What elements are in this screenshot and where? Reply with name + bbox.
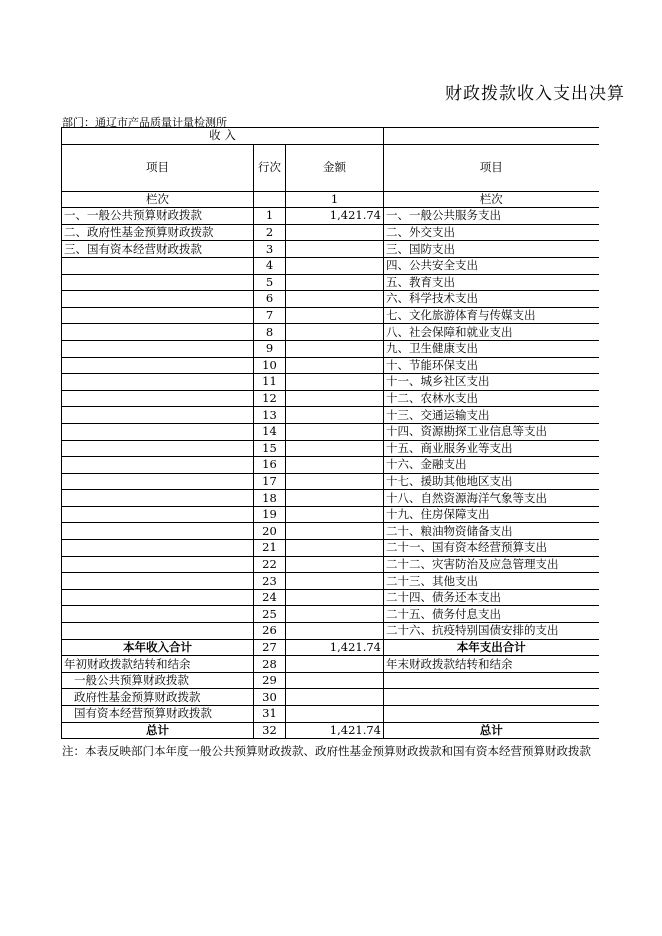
table-row	[62, 274, 599, 291]
table-row	[62, 340, 599, 357]
table-row	[62, 589, 599, 606]
expense-item-cell: 二十五、债务付息支出	[384, 606, 599, 623]
amount-cell	[286, 689, 384, 706]
income-item-cell: 二、政府性基金预算财政拨款	[62, 224, 254, 241]
income-item-cell	[62, 423, 254, 440]
table-row	[62, 257, 599, 274]
grand-total-income-label: 总计	[62, 722, 254, 739]
table-row	[62, 407, 599, 424]
amount-cell	[286, 573, 384, 590]
line-number-cell: 15	[254, 440, 286, 457]
table-row	[62, 606, 599, 623]
line-number-cell: 29	[254, 672, 286, 689]
income-item-cell	[62, 440, 254, 457]
line-number-cell: 18	[254, 490, 286, 507]
expense-item-cell: 二十二、灾害防治及应急管理支出	[384, 556, 599, 573]
amount-cell	[286, 357, 384, 374]
line-number-cell: 12	[254, 390, 286, 407]
line-number-cell: 11	[254, 374, 286, 391]
table-row	[62, 506, 599, 523]
amount-cell	[286, 672, 384, 689]
income-item-cell	[62, 340, 254, 357]
carry-expense-item-cell	[384, 689, 599, 706]
column-index-label: 栏次	[62, 191, 254, 208]
expense-item-cell: 九、卫生健康支出	[384, 340, 599, 357]
col-line-header: 行次	[254, 144, 286, 191]
column-index-row	[62, 191, 599, 208]
table-row	[62, 208, 599, 225]
line-number-cell: 21	[254, 540, 286, 557]
income-total-label: 本年收入合计	[62, 639, 254, 656]
expense-item-cell: 二十三、其他支出	[384, 573, 599, 590]
expense-item-cell: 六、科学技术支出	[384, 291, 599, 308]
amount-cell	[286, 540, 384, 557]
line-number-cell: 14	[254, 423, 286, 440]
amount-cell	[286, 390, 384, 407]
table-row	[62, 490, 599, 507]
amount-cell	[286, 440, 384, 457]
expense-item-cell: 十、节能环保支出	[384, 357, 599, 374]
income-item-cell	[62, 257, 254, 274]
report-title: 财政拨款收入支出决算	[445, 84, 625, 104]
income-item-cell: 三、国有资本经营财政拨款	[62, 241, 254, 258]
expense-item-cell: 八、社会保障和就业支出	[384, 324, 599, 341]
line-number-cell: 23	[254, 573, 286, 590]
table-row	[62, 307, 599, 324]
income-item-cell	[62, 374, 254, 391]
table-row	[62, 291, 599, 308]
income-item-cell	[62, 390, 254, 407]
income-item-cell	[62, 606, 254, 623]
expense-item-cell: 三、国防支出	[384, 241, 599, 258]
grand-total-amount: 1,421.74	[286, 722, 384, 739]
col-amount-header: 金额	[286, 144, 384, 191]
line-number-cell: 30	[254, 689, 286, 706]
line-number-cell: 4	[254, 257, 286, 274]
expense-item-cell: 十七、援助其他地区支出	[384, 473, 599, 490]
income-item-cell	[62, 407, 254, 424]
amount-cell	[286, 706, 384, 723]
expense-group-header	[384, 128, 599, 145]
table-row	[62, 324, 599, 341]
col-item-header: 项目	[62, 144, 254, 191]
line-number-cell: 20	[254, 523, 286, 540]
income-item-cell	[62, 357, 254, 374]
line-number-cell: 31	[254, 706, 286, 723]
expense-total-label: 本年支出合计	[384, 639, 599, 656]
income-item-cell	[62, 473, 254, 490]
col-item-right-header: 项目	[384, 144, 599, 191]
income-item-cell	[62, 506, 254, 523]
amount-cell	[286, 457, 384, 474]
income-item-cell	[62, 324, 254, 341]
amount-cell	[286, 523, 384, 540]
income-item-cell	[62, 540, 254, 557]
income-item-cell	[62, 556, 254, 573]
carry-over-row	[62, 672, 599, 689]
line-number-cell: 17	[254, 473, 286, 490]
line-number-cell: 28	[254, 656, 286, 673]
amount-cell	[286, 340, 384, 357]
amount-cell	[286, 224, 384, 241]
amount-cell	[286, 623, 384, 640]
income-item-cell	[62, 307, 254, 324]
carry-over-row	[62, 656, 599, 673]
line-number-cell: 25	[254, 606, 286, 623]
line-number-cell: 3	[254, 241, 286, 258]
column-index-label-right: 栏次	[384, 191, 599, 208]
line-number-cell: 32	[254, 722, 286, 739]
amount-cell	[286, 606, 384, 623]
income-item-cell	[62, 274, 254, 291]
expense-item-cell: 二十六、抗疫特别国债安排的支出	[384, 623, 599, 640]
amount-cell	[286, 291, 384, 308]
table-row	[62, 241, 599, 258]
column-index-line	[254, 191, 286, 208]
income-group-header: 收 入	[62, 128, 384, 145]
amount-cell	[286, 423, 384, 440]
table-row	[62, 390, 599, 407]
line-number-cell: 26	[254, 623, 286, 640]
total-row	[62, 639, 599, 656]
table-row	[62, 556, 599, 573]
expense-item-cell: 十四、资源勘探工业信息等支出	[384, 423, 599, 440]
carry-expense-item-cell	[384, 672, 599, 689]
expense-item-cell: 四、公共安全支出	[384, 257, 599, 274]
table-row	[62, 473, 599, 490]
table-row	[62, 423, 599, 440]
expense-item-cell: 五、教育支出	[384, 274, 599, 291]
line-number-cell: 27	[254, 639, 286, 656]
column-index-amount: 1	[286, 191, 384, 208]
line-number-cell: 9	[254, 340, 286, 357]
amount-cell	[286, 374, 384, 391]
group-header-row	[62, 128, 599, 145]
amount-cell	[286, 274, 384, 291]
income-item-cell	[62, 623, 254, 640]
expense-item-cell: 二十四、债务还本支出	[384, 589, 599, 606]
carry-expense-item-cell	[384, 706, 599, 723]
amount-cell: 1,421.74	[286, 208, 384, 225]
carry-over-row	[62, 706, 599, 723]
amount-cell	[286, 407, 384, 424]
carry-income-item-cell: 一般公共预算财政拨款	[62, 672, 254, 689]
amount-cell	[286, 556, 384, 573]
carry-over-row	[62, 689, 599, 706]
line-number-cell: 16	[254, 457, 286, 474]
expense-item-cell: 二十、粮油物资储备支出	[384, 523, 599, 540]
line-number-cell: 1	[254, 208, 286, 225]
carry-income-item-cell: 政府性基金预算财政拨款	[62, 689, 254, 706]
income-item-cell: 一、一般公共预算财政拨款	[62, 208, 254, 225]
expense-item-cell: 二十一、国有资本经营预算支出	[384, 540, 599, 557]
line-number-cell: 22	[254, 556, 286, 573]
finance-table	[61, 127, 599, 739]
carry-income-item-cell: 年初财政拨款结转和结余	[62, 656, 254, 673]
amount-cell	[286, 656, 384, 673]
line-number-cell: 6	[254, 291, 286, 308]
expense-item-cell: 十三、交通运输支出	[384, 407, 599, 424]
line-number-cell: 10	[254, 357, 286, 374]
expense-item-cell: 十五、商业服务业等支出	[384, 440, 599, 457]
amount-cell	[286, 506, 384, 523]
table-row	[62, 573, 599, 590]
amount-cell	[286, 257, 384, 274]
expense-item-cell: 十九、住房保障支出	[384, 506, 599, 523]
table-row	[62, 440, 599, 457]
line-number-cell: 24	[254, 589, 286, 606]
expense-item-cell: 七、文化旅游体育与传媒支出	[384, 307, 599, 324]
expense-item-cell: 十八、自然资源海洋气象等支出	[384, 490, 599, 507]
line-number-cell: 7	[254, 307, 286, 324]
department-label: 部门：通辽市产品质量计量检测所	[62, 116, 227, 129]
expense-item-cell: 一、一般公共服务支出	[384, 208, 599, 225]
table-row	[62, 523, 599, 540]
amount-cell	[286, 589, 384, 606]
line-number-cell: 13	[254, 407, 286, 424]
line-number-cell: 2	[254, 224, 286, 241]
income-item-cell	[62, 457, 254, 474]
line-number-cell: 5	[254, 274, 286, 291]
table-row	[62, 540, 599, 557]
income-total-amount: 1,421.74	[286, 639, 384, 656]
amount-cell	[286, 307, 384, 324]
column-header-row	[62, 144, 599, 191]
grand-total-expense-label: 总计	[384, 722, 599, 739]
income-item-cell	[62, 523, 254, 540]
table-row	[62, 457, 599, 474]
table-row	[62, 224, 599, 241]
table-row	[62, 623, 599, 640]
income-item-cell	[62, 573, 254, 590]
footnote: 注：本表反映部门本年度一般公共预算财政拨款、政府性基金预算财政拨款和国有资本经营预算财政拨款	[62, 744, 591, 758]
income-item-cell	[62, 490, 254, 507]
table-row	[62, 374, 599, 391]
income-item-cell	[62, 291, 254, 308]
carry-income-item-cell: 国有资本经营预算财政拨款	[62, 706, 254, 723]
expense-item-cell: 十六、金融支出	[384, 457, 599, 474]
expense-item-cell: 十一、城乡社区支出	[384, 374, 599, 391]
expense-item-cell: 十二、农林水支出	[384, 390, 599, 407]
amount-cell	[286, 473, 384, 490]
amount-cell	[286, 241, 384, 258]
income-item-cell	[62, 589, 254, 606]
carry-expense-item-cell: 年末财政拨款结转和结余	[384, 656, 599, 673]
line-number-cell: 19	[254, 506, 286, 523]
grand-total-row	[62, 722, 599, 739]
expense-item-cell: 二、外交支出	[384, 224, 599, 241]
table-row	[62, 357, 599, 374]
line-number-cell: 8	[254, 324, 286, 341]
amount-cell	[286, 490, 384, 507]
amount-cell	[286, 324, 384, 341]
